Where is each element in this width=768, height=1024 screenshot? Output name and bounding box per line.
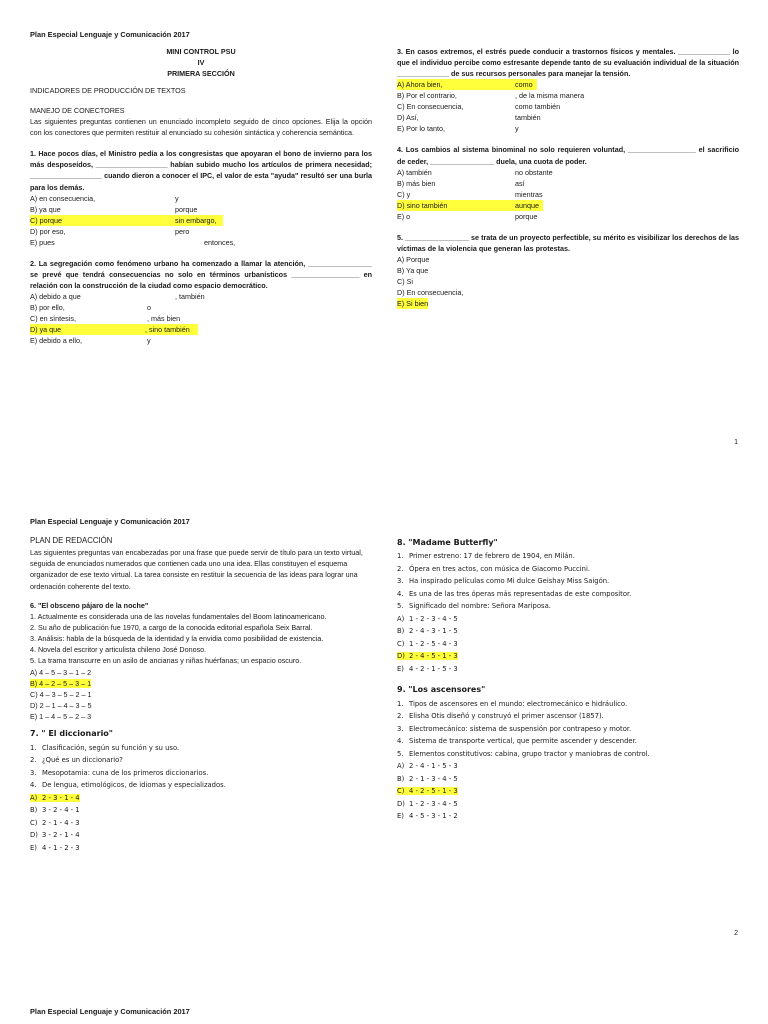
answer-b[interactable]: B) 2 - 4 - 3 - 1 - 5 [397,627,458,636]
option-a[interactable]: A) también no obstante [397,167,553,177]
question-9-items [397,699,739,762]
question-9-title: 9. "Los ascensores" [397,685,486,695]
page-2 [0,505,768,945]
question-2-text: 2. La segregación como fenómeno urbano ha comenzado a llamar la atención, ________________ se prevé que tendrá consecuencias no solo en términos urbanísticos _________________ en relación con la construcción de la ciudad como espacio democrático. [30,258,372,291]
list-item: 1. Tipos de ascensores en el mundo: electromecánico e hidráulico. [397,699,628,708]
page-header: Plan Especial Lenguaje y Comunicación 2017 [30,30,190,39]
option-e[interactable]: E) debido a ello, y [30,336,151,346]
list-item: 3. Electromecánico: sistema de suspensión por contrapeso y motor. [397,724,632,733]
list-item: 2. Su año de publicación fue 1970, a cargo de la conocida editorial española Seix Barral. [30,623,313,633]
control-title: MINI CONTROL PSU IV PRIMERA SECCIÓN [166,47,236,79]
right-column [397,535,739,824]
option-b[interactable]: B) más bien así [397,178,525,188]
list-item: 1. Clasificación, según su función y su uso. [30,743,180,752]
answer-c[interactable]: C) 2 - 1 - 4 - 3 [30,818,80,827]
page-1 [0,0,768,490]
page-header: Plan Especial Lenguaje y Comunicación 2017 [30,1007,190,1016]
question-5-options [397,254,739,309]
answer-b[interactable]: B) 3 - 2 - 4 - 1 [30,806,80,815]
answer-c-highlighted[interactable]: C) 4 - 2 - 5 - 1 - 3 [397,787,458,796]
list-item: 4. Novela del escritor y articulista chileno José Donoso. [30,645,207,655]
answer-c[interactable]: C) 4 – 3 – 5 – 2 – 1 [30,689,92,699]
option-d-highlighted[interactable]: D) ya que , sino también [30,324,198,335]
question-6-answers [30,667,372,723]
list-item: 1. Primer estreno: 17 de febrero de 1904, en Milán. [397,552,575,561]
answer-d[interactable]: D) 2 – 1 – 4 – 3 – 5 [30,701,92,711]
option-c[interactable]: C) En consecuencia, como también [397,102,561,112]
option-d-highlighted[interactable]: D) sino también aunque [397,200,543,211]
section-intro: Las siguientes preguntas van encabezadas por una frase que puede servir de título para un texto virtual, seguida de enunciados numerados que contienen cada uno una idea. Ellas constituyen el esquema organizador de ese texto virtual. La tarea consiste en restituir la secuencia de las ideas para lograr una ordenación coherente del texto. [30,548,363,591]
option-e[interactable]: E) o porque [397,211,538,221]
answer-a[interactable]: A) 4 – 5 – 3 – 1 – 2 [30,667,92,677]
option-e[interactable]: E) pues entonces, [30,237,236,247]
option-e[interactable]: E) Por lo tanto, y [397,124,519,134]
question-5-text: 5. ________________ se trata de un proyecto perfectible, su mérito es visibilizar los derechos de las víctimas de la violencia que generan las protestas. [397,232,739,253]
answer-a[interactable]: A) 2 - 4 - 1 - 5 - 3 [397,762,458,771]
option-c[interactable]: C) en síntesis, , más bien [30,314,181,324]
answer-b[interactable]: B) 2 - 1 - 3 - 4 - 5 [397,774,458,783]
question-8-answers [397,614,739,677]
left-column [30,46,372,346]
list-item: 1. Actualmente es considerada una de las novelas fundamentales del Boom latinoamericano. [30,611,327,621]
option-b[interactable]: B) por ello, o [30,303,151,313]
option-c[interactable]: C) Si [397,277,413,287]
question-8-items [397,551,739,614]
option-d[interactable]: D) Así, también [397,113,541,123]
list-item: 4. De lengua, etimológicos, de idiomas y especializados. [30,781,226,790]
answer-e[interactable]: E) 1 – 4 – 5 – 2 – 3 [30,712,92,722]
page-number: 1 [734,439,738,446]
option-d[interactable]: D) En consecuencia, [397,288,464,298]
question-1-options [30,193,372,248]
answer-e[interactable]: E) 4 - 5 - 3 - 1 - 2 [397,812,458,821]
question-7-items [30,743,372,793]
option-e-highlighted[interactable]: E) Si bien [397,299,429,309]
question-7-title: 7. " El diccionario" [30,729,113,739]
question-7-answers [30,793,372,856]
list-item: 3. Mesopotamia: cuna de los primeros diccionarios. [30,768,209,777]
list-item: 2. Ópera en tres actos, con música de Giacomo Puccini. [397,564,591,573]
question-3-options [397,79,739,134]
page-header: Plan Especial Lenguaje y Comunicación 2017 [30,517,190,526]
list-item: 4. Es una de las tres óperas más representadas de este compositor. [397,589,632,598]
option-b[interactable]: B) Ya que [397,266,429,276]
option-c[interactable]: C) y mientras [397,189,543,199]
indicators-heading: INDICADORES DE PRODUCCIÓN DE TEXTOS [30,86,186,96]
answer-e[interactable]: E) 4 - 1 - 2 - 3 [30,843,80,852]
question-8-title: 8. "Madame Butterfly" [397,538,498,547]
list-item: 5. La trama transcurre en un asilo de ancianas y niñas huérfanas; un espacio oscuro. [30,656,302,666]
answer-a-highlighted[interactable]: A) 2 - 3 - 1 - 4 [30,793,80,802]
option-b[interactable]: B) ya que porque [30,204,198,214]
list-item: 5. Significado del nombre: Señora Mariposa. [397,602,551,611]
question-6-title: 6. "El obsceno pájaro de la noche" [30,600,149,610]
answer-d[interactable]: D) 1 - 2 - 3 - 4 - 5 [397,799,458,808]
option-a-highlighted[interactable]: A) Ahora bien, como [397,79,537,90]
right-column [397,46,739,309]
list-item: 2. ¿Qué es un diccionario? [30,756,123,765]
left-column [30,535,372,855]
option-a[interactable]: A) debido a que , también [30,292,205,302]
section-heading: PLAN DE REDACCIÓN [30,536,113,545]
list-item: 3. Ha inspirado películas como Mi dulce Geishay Miss Saigón. [397,577,610,586]
page-3 [0,1000,768,1024]
list-item: 5. Elementos constitutivos: cabina, grupo tractor y maniobras de control. [397,749,650,758]
answer-b-highlighted[interactable]: B) 4 – 2 – 5 – 3 – 1 [30,678,92,688]
answer-c[interactable]: C) 1 - 2 - 5 - 4 - 3 [397,639,458,648]
answer-d-highlighted[interactable]: D) 2 - 4 - 5 - 1 - 3 [397,652,458,661]
option-d[interactable]: D) por eso, pero [30,226,190,236]
section-heading: MANEJO DE CONECTORES [30,105,125,115]
answer-d[interactable]: D) 3 - 2 - 1 - 4 [30,831,80,840]
question-1-text: 1. Hace pocos días, el Ministro pedía a los congresistas que apoyaran el bono de invierno para los más desposeídos, __________________ habían subido mucho los artículos de primera necesidad; __________________ cuando dieron a conocer el IPC, el valor de esta "ayuda" resultó ser una burla para los demás. [30,149,372,192]
question-2-options [30,291,372,346]
question-3-text: 3. En casos extremos, el estrés puede conducir a trastornos físicos y mentales. _____________ lo que el individuo percibe como estresante depende tanto de su evaluación individual de la situación _____________ de sus recursos personales para manejar la tensión. [397,47,739,79]
option-a[interactable]: A) Porque [397,255,430,265]
answer-a[interactable]: A) 1 - 2 - 3 - 4 - 5 [397,614,458,623]
list-item: 2. Elisha Otis diseñó y construyó el primer ascensor (1857). [397,712,604,721]
question-9-answers [397,761,739,824]
page-number: 2 [734,930,738,937]
list-item: 4. Sistema de transporte vertical, que permite ascender y descender. [397,737,637,746]
question-4-text: 4. Los cambios al sistema binominal no solo requieren voluntad, _________________ el sacrificio de ceder, ________________ duela, una cuota de poder. [397,145,739,166]
option-c-highlighted[interactable]: C) porque sin embargo, [30,215,223,226]
answer-e[interactable]: E) 4 - 2 - 1 - 5 - 3 [397,664,458,673]
list-item: 3. Análisis: habla de la búsqueda de la identidad y la envidia como posibilidad de existencia. [30,634,324,644]
section-intro: Las siguientes preguntas contienen un enunciado incompleto seguido de cinco opciones. Elija la opción con los conectores que permiten restituir al enunciado su cohesión sintáctica y coherencia semántica. [30,116,372,137]
question-4-options [397,167,739,222]
option-b[interactable]: B) Por el contrario, , de la misma manera [397,91,585,101]
option-a[interactable]: A) en consecuencia, y [30,193,179,203]
question-6-items [30,611,372,667]
